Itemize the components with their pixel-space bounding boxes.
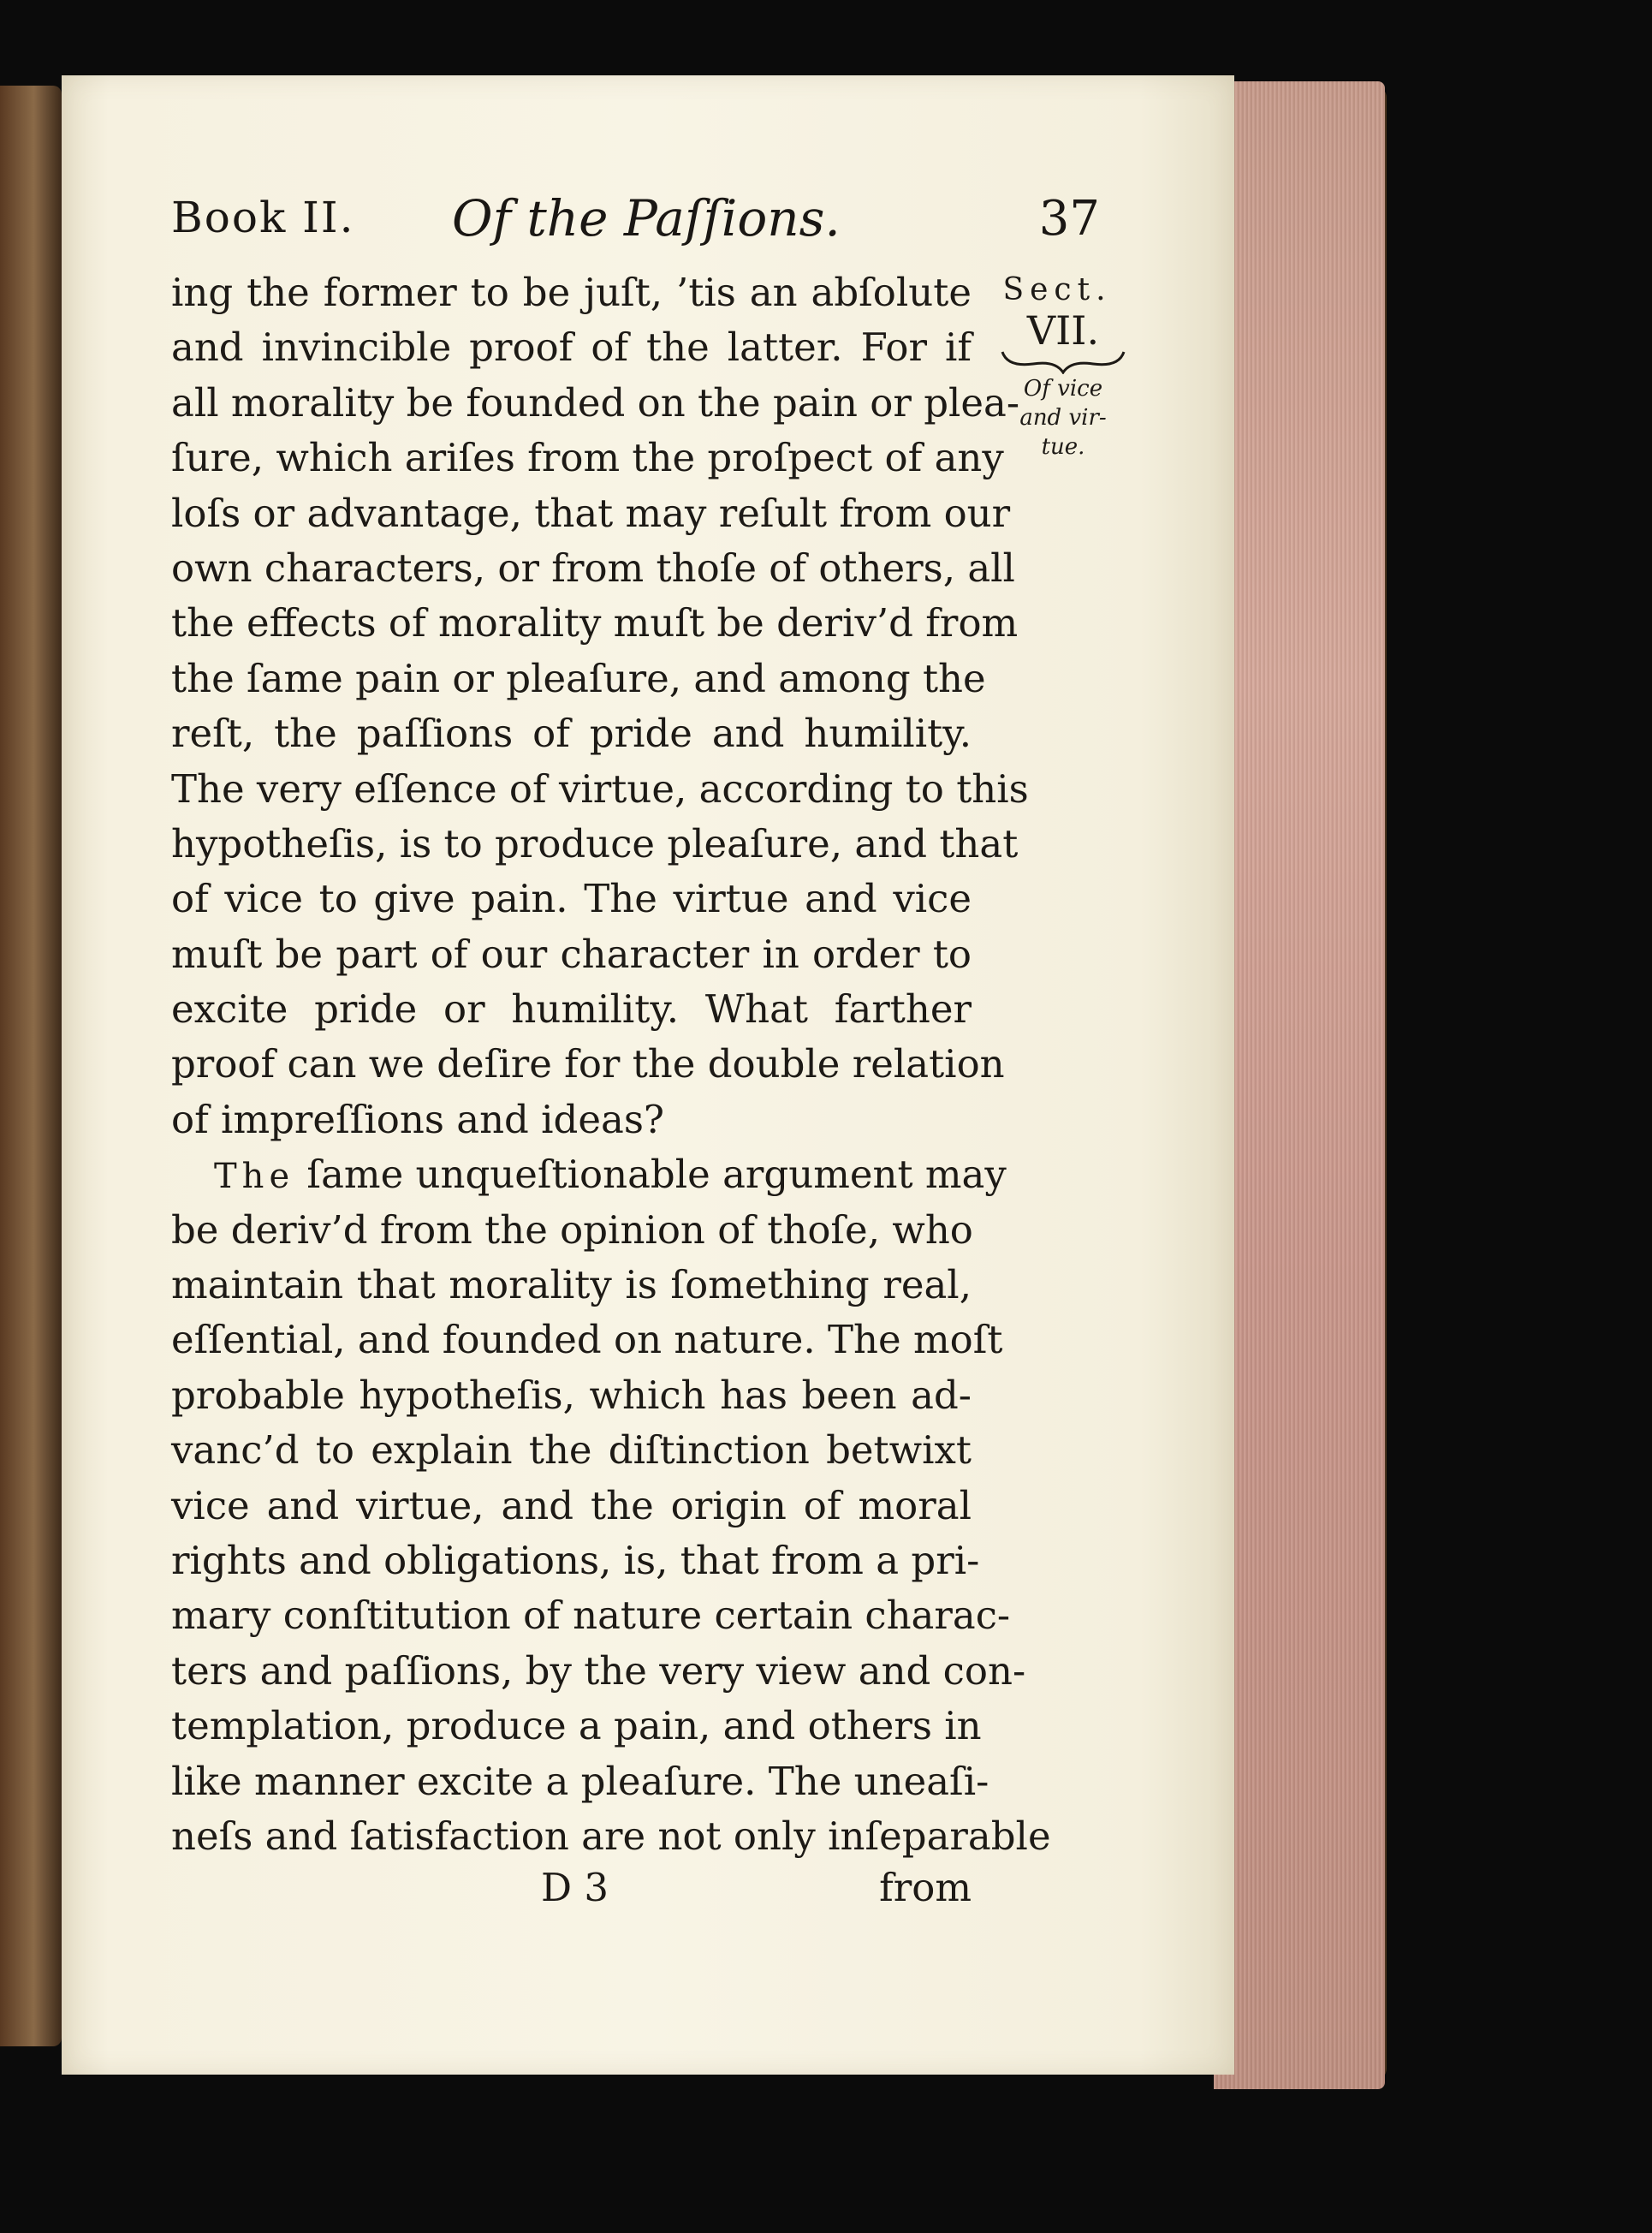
text-line: ſure, which ariſes from the proſpect of any [171, 435, 1004, 481]
running-head [171, 189, 1100, 253]
text-line: own characters, or from thoſe of others, all [171, 545, 1015, 591]
text-line: rights and obligations, is, that from a pri- [171, 1537, 980, 1583]
text-line: the ſame pain or pleaſure, and among the [171, 655, 986, 701]
left-page-edge [0, 86, 62, 2046]
page-block-edges [1214, 81, 1385, 2089]
text-line: of vice to give pain. The virtue and vice [171, 876, 972, 922]
book-label: Book II. [171, 193, 355, 242]
text-line: vice and virtue, and the origin of moral [171, 1482, 972, 1528]
margin-note-line: and vir- [1019, 405, 1107, 431]
text-line: The very eſſence of virtue, according to this [171, 765, 1029, 812]
body-text [171, 265, 1051, 1864]
text-line: eſſential, and founded on nature. The moſt [171, 1317, 1003, 1363]
text-line: be deriv’d from the opinion of thoſe, who [171, 1206, 973, 1253]
catchword: from [879, 1865, 972, 1910]
margin-note [986, 272, 1140, 461]
section-number: VII. [1026, 307, 1100, 354]
margin-note-line: Of vice [1023, 376, 1103, 402]
text-line: templation, produce a pain, and others in [171, 1703, 982, 1749]
section-label: Sect. [1002, 272, 1112, 307]
line-rest: ſame unqueſtionable argument may [294, 1152, 1007, 1198]
text-line: the effects of morality muſt be deriv’d from [171, 600, 1019, 646]
book-title: Of the Paſſions. [452, 189, 841, 247]
page-footer [171, 1865, 972, 1920]
text-line: like manner excite a pleaſure. The uneaſi- [171, 1758, 989, 1804]
small-caps-lead: The [214, 1157, 295, 1197]
text-line: excite pride or humility. What farther [171, 986, 972, 1033]
text-line: proof can we deſire for the double relation [171, 1041, 1005, 1087]
text-line: maintain that morality is ſomething real, [171, 1262, 972, 1308]
text-line: and invincible proof of the latter. For if [171, 325, 972, 371]
text-line: probable hypotheſis, which has been ad- [171, 1372, 972, 1418]
text-line: loſs or advantage, that may reſult from our [171, 490, 1011, 536]
text-line: hypotheſis, is to produce pleaſure, and that [171, 820, 1019, 866]
text-line: muſt be part of our character in order to [171, 931, 972, 977]
text-line: neſs and ſatisfaction are not only inſeparable [171, 1813, 1051, 1859]
text-line: of impreſſions and ideas? [171, 1096, 665, 1142]
margin-note-line: tue. [1041, 434, 1085, 460]
text-line: ters and paſſions, by the very view and con- [171, 1647, 1026, 1694]
text-line: mary conſtitution of nature certain charac- [171, 1593, 1011, 1639]
text-line: reſt, the paſſions of pride and humility. [171, 711, 972, 757]
page-number: 37 [1038, 191, 1100, 247]
text-line: all morality be founded on the pain or plea- [171, 379, 1020, 426]
paragraph-first-line [171, 1147, 1007, 1202]
text-line: ing the former to be juſt, ’tis an abſolute [171, 270, 972, 315]
text-line: vanc’d to explain the diſtinction betwixt [171, 1427, 972, 1474]
signature-mark: D 3 [541, 1865, 609, 1910]
